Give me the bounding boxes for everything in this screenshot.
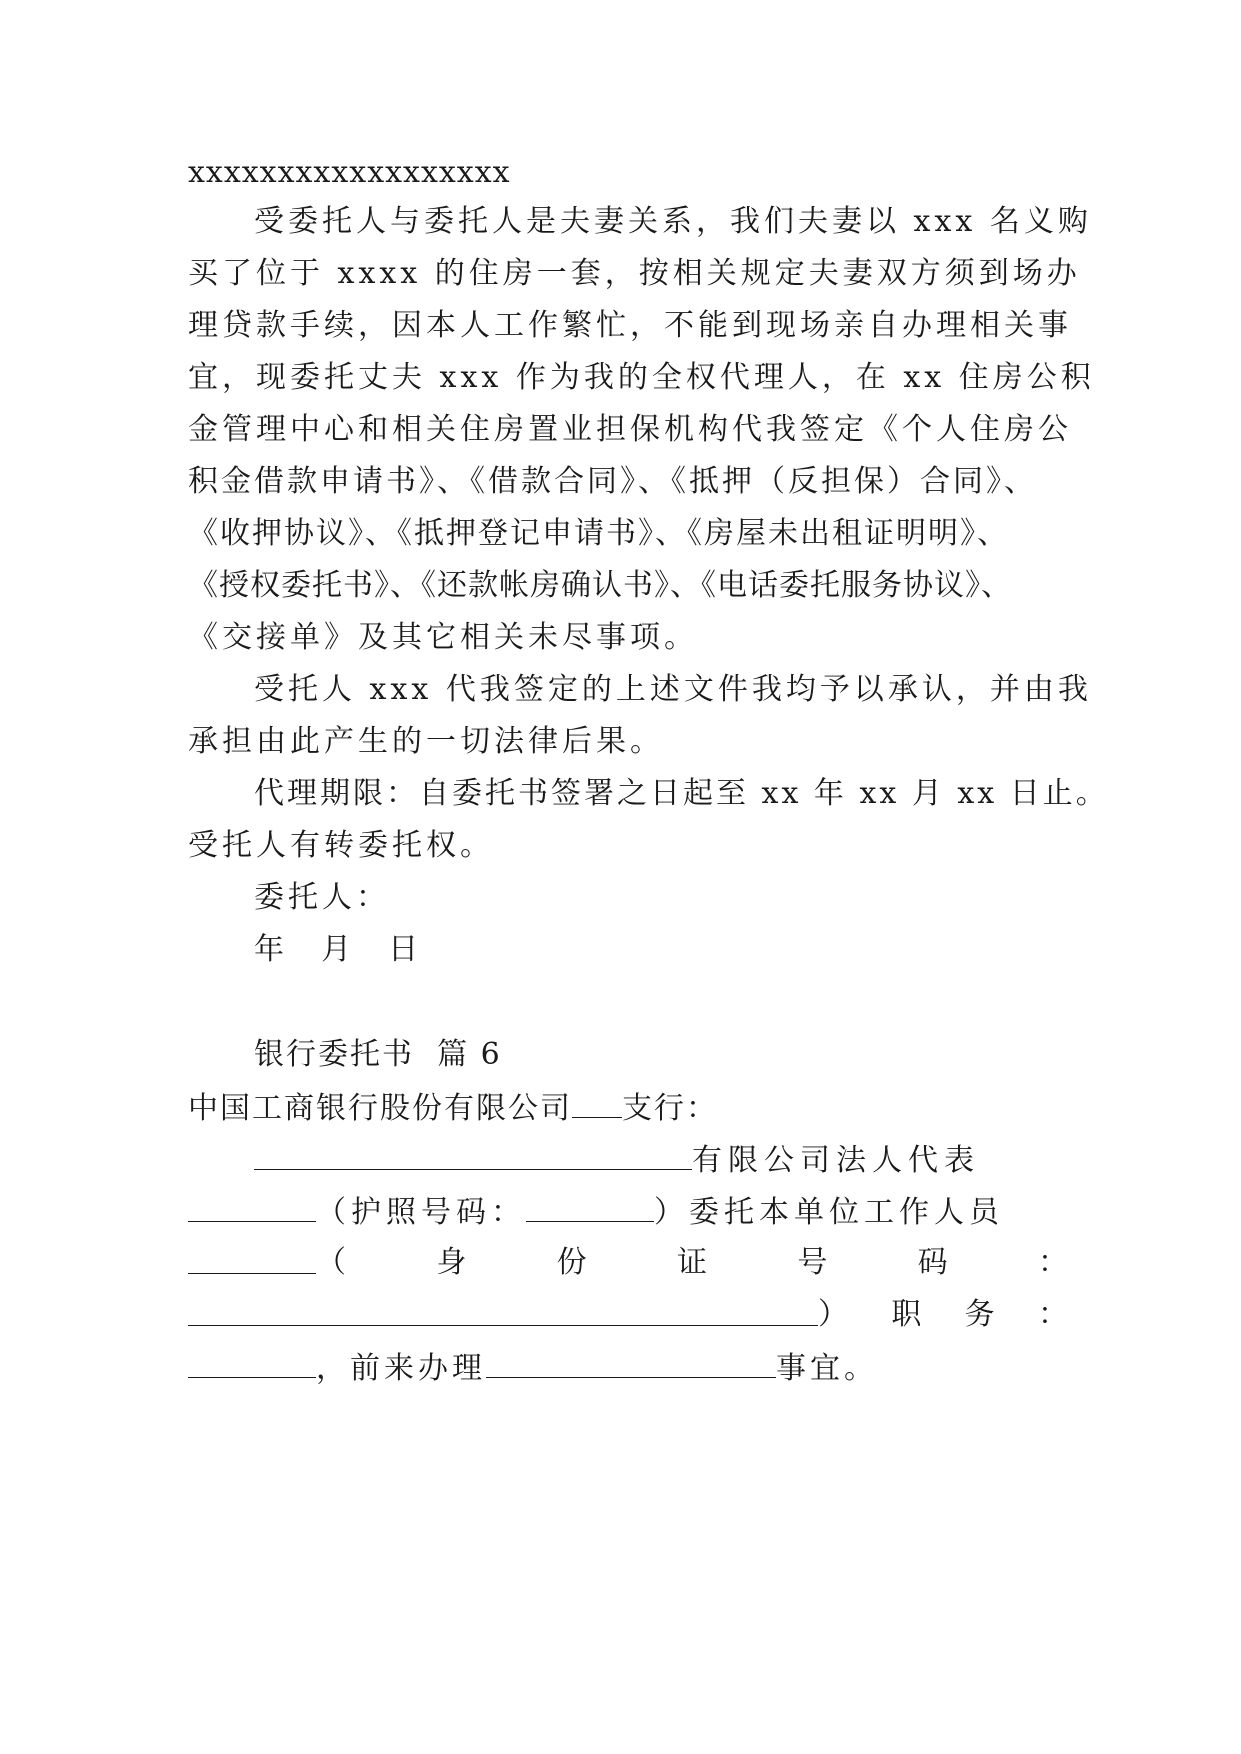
id-label-char: 码 [917, 1245, 948, 1280]
date-line: 年 月 日 [254, 932, 425, 967]
id-number-blank [188, 1295, 818, 1326]
form-line-passport [188, 1191, 1068, 1231]
id-label-char: 身 [436, 1245, 467, 1280]
paragraph-line: 《交接单》及其它相关未尽事项。 [188, 620, 698, 655]
paragraph-line: 理贷款手续，因本人工作繁忙，不能到现场亲自办理相关事 [188, 308, 1072, 343]
title-label-char: 务 [964, 1297, 995, 1332]
legal-rep-label: 有限公司法人代表 [692, 1143, 980, 1178]
paragraph-line: 《授权委托书》、《还款帐房确认书》、《电话委托服务协议》、 [188, 568, 1012, 603]
paragraph-line: 买了位于 xxxx 的住房一套，按相关规定夫妻双方须到场办 [188, 256, 1081, 291]
paragraph-line: 代理期限：自委托书签署之日起至 xx 年 xx 月 xx 日止。 [254, 776, 1109, 811]
paragraph-line: 《收押协议》、《抵押登记申请书》、《房屋未出租证明明》、 [188, 516, 1009, 551]
paragraph-line: 积金借款申请书》、《借款合同》、《抵押（反担保）合同》、 [188, 464, 1037, 499]
id-open-paren: （ [316, 1245, 346, 1280]
id-label-char: 证 [676, 1245, 707, 1280]
form-line-company [188, 1139, 1068, 1179]
form-line-title [188, 1295, 1068, 1335]
staff-name-blank [188, 1243, 316, 1274]
paragraph-line: 金管理中心和相关住房置业担保机构代我签定《个人住房公 [188, 412, 1072, 447]
title-label-char: ： [1037, 1297, 1068, 1332]
job-title-blank [188, 1347, 316, 1378]
paragraph-line: 宜，现委托丈夫 xxx 作为我的全权代理人，在 xx 住房公积 [188, 360, 1095, 395]
id-close-paren: ） [818, 1297, 848, 1332]
legal-rep-name-blank [188, 1191, 316, 1222]
section-title: 银行委托书 篇 6 [254, 1037, 502, 1072]
paragraph-line: 受托人 xxx 代我签定的上述文件我均予以承认，并由我 [254, 672, 1092, 707]
id-label-char: ： [1037, 1245, 1068, 1280]
form-line-business [188, 1347, 1068, 1387]
business-blank [486, 1347, 776, 1378]
company-name-blank [254, 1139, 692, 1170]
business-suffix: 事宜。 [776, 1351, 878, 1386]
addressee-bank: 中国工商银行股份有限公司 [188, 1091, 572, 1126]
addressee-branch-suffix: 支行： [622, 1091, 718, 1126]
header-placeholder: xxxxxxxxxxxxxxxxxx [188, 155, 511, 190]
branch-blank [572, 1087, 622, 1118]
paragraph-line: 承担由此产生的一切法律后果。 [188, 724, 664, 759]
principal-label: 委托人： [254, 880, 390, 915]
passport-label: （护照号码： [316, 1195, 526, 1230]
id-label-char: 号 [797, 1245, 828, 1280]
addressee-line [188, 1087, 1068, 1127]
delegate-staff-label: ）委托本单位工作人员 [654, 1195, 1004, 1230]
business-label: ，前来办理 [316, 1351, 486, 1386]
paragraph-line: 受托人有转委托权。 [188, 828, 494, 863]
form-line-id [188, 1243, 1068, 1283]
id-label-char: 份 [556, 1245, 587, 1280]
passport-number-blank [526, 1191, 654, 1222]
title-label-char: 职 [891, 1297, 922, 1332]
paragraph-line: 受委托人与委托人是夫妻关系，我们夫妻以 xxx 名义购 [254, 204, 1092, 239]
